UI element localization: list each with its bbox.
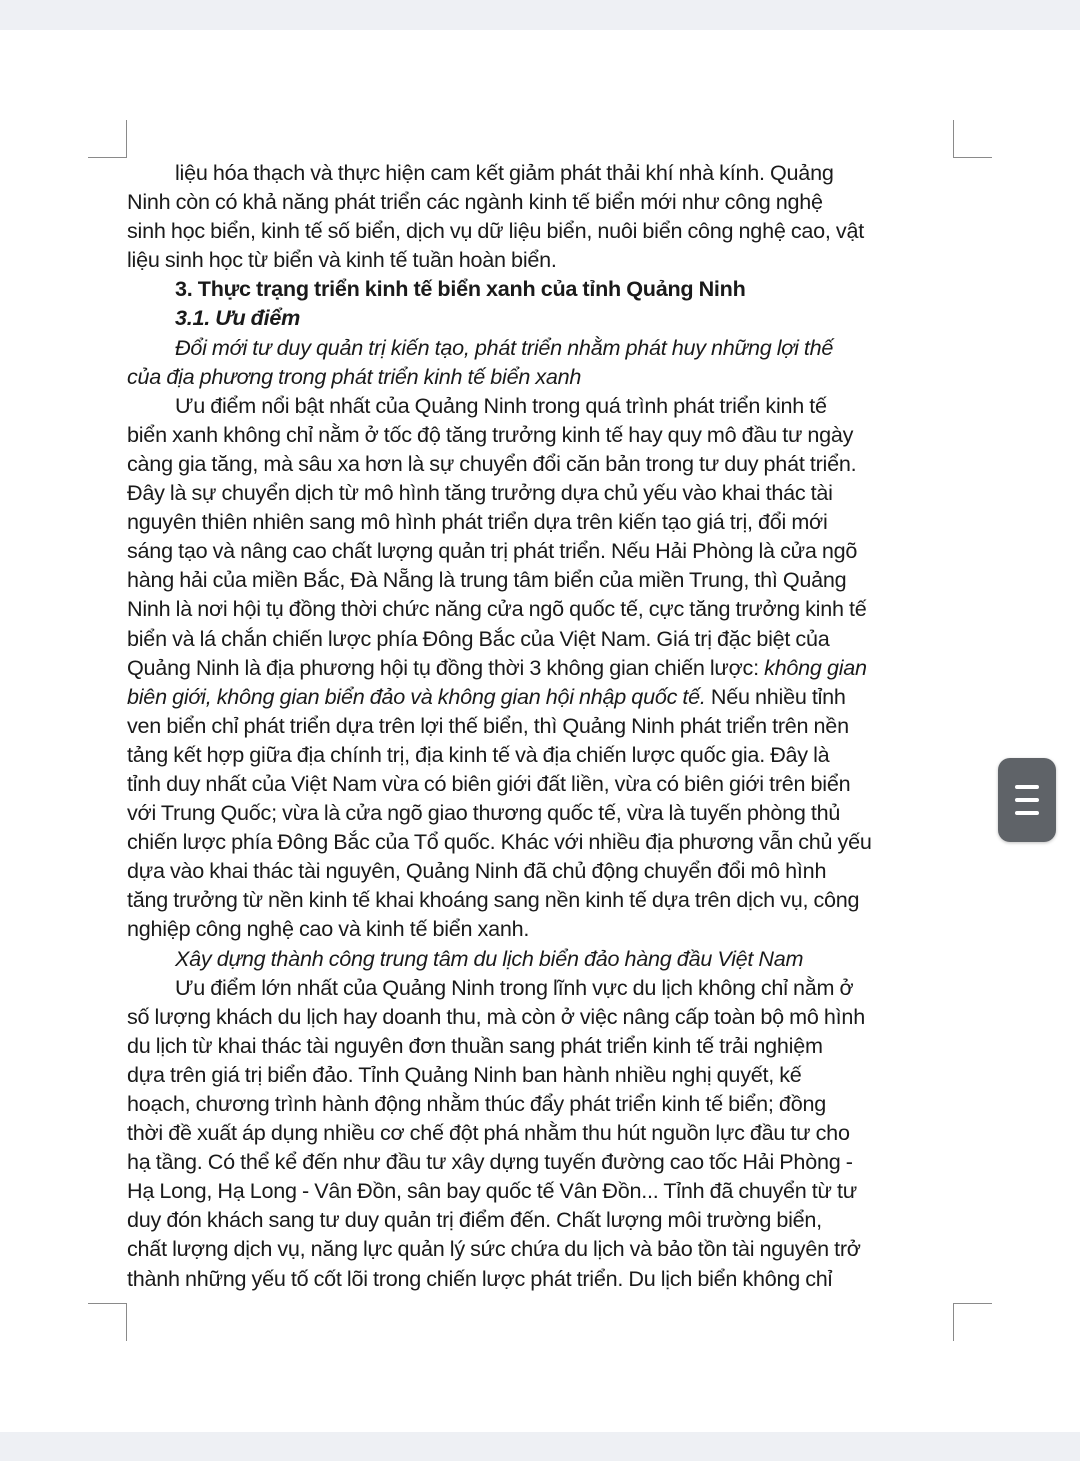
text-line-content: Ưu điểm lớn nhất của Quảng Ninh trong lĩnh vực du lịch không chỉ nằm ở: [175, 974, 854, 1000]
crop-mark-top-left: [126, 120, 127, 158]
text-line: [127, 624, 957, 653]
text-line: [127, 682, 957, 711]
scroll-grip-icon: [1015, 785, 1039, 815]
text-line-content: Hạ Long, Hạ Long - Vân Đồn, sân bay quốc tế Vân Đồn... Tỉnh đã chuyển từ tư: [127, 1178, 857, 1204]
text-line: [127, 245, 957, 274]
text-line: [127, 1205, 957, 1234]
text-line: [127, 798, 957, 827]
text-line-content: 3.1. Ưu điểm: [175, 305, 301, 331]
text-line: [127, 1176, 957, 1205]
crop-mark-bottom-right: [953, 1303, 954, 1341]
fast-scroll-handle[interactable]: [998, 758, 1056, 842]
text-line-content: liệu hóa thạch và thực hiện cam kết giảm phát thải khí nhà kính. Quảng: [175, 160, 834, 185]
text-line: [127, 187, 957, 216]
text-line-content: sinh học biển, kinh tế số biển, dịch vụ dữ liệu biển, nuôi biển công nghệ cao, vật: [127, 218, 864, 244]
text-line-content: nghiệp công nghệ cao và kinh tế biển xanh.: [127, 916, 530, 942]
text-line: [127, 944, 957, 973]
text-line-content: Đây là sự chuyển dịch từ mô hình tăng trưởng dựa chủ yếu vào khai thác tài: [127, 480, 833, 506]
text-line-content: hoạch, chương trình hành động nhằm thúc đẩy phát triển kinh tế biển; đồng: [127, 1091, 826, 1116]
text-line: [127, 449, 957, 478]
text-line: [127, 653, 957, 682]
text-line: [127, 1147, 957, 1176]
text-line: [127, 536, 957, 565]
text-line-content: tăng trưởng từ nền kinh tế khai khoáng sang nền kinh tế dựa trên dịch vụ, công: [127, 887, 860, 913]
text-line: [127, 391, 957, 420]
text-line-content: hàng hải của miền Bắc, Đà Nẵng là trung tâm biển của miền Trung, thì Quảng: [127, 567, 847, 593]
text-line-content: chiến lược phía Đông Bắc của Tổ quốc. Khác với nhiều địa phương vẫn chủ yếu: [127, 829, 872, 855]
crop-mark-top-right-h: [953, 157, 992, 158]
text-line: [127, 565, 957, 594]
text-line-content: biển xanh không chỉ nằm ở tốc độ tăng trưởng kinh tế hay quy mô đầu tư ngày: [127, 421, 854, 447]
text-line-content: dựa trên giá trị biển đảo. Tỉnh Quảng Ninh ban hành nhiều nghị quyết, kế: [127, 1061, 802, 1087]
text-line: [127, 362, 957, 391]
text-line-content: chất lượng dịch vụ, năng lực quản lý sức chứa du lịch và bảo tồn tài nguyên trở: [127, 1236, 861, 1262]
text-line: [127, 420, 957, 449]
text-line: [127, 1060, 957, 1089]
text-line-italic-tail: không gian: [764, 654, 867, 680]
text-line-content: nguyên thiên nhiên sang mô hình phát triển dựa trên kiến tạo giá trị, đổi mới: [127, 509, 828, 535]
text-line-content: Ninh là nơi hội tụ đồng thời chức năng cửa ngõ quốc tế, cực tăng trưởng kinh tế: [127, 596, 867, 622]
crop-mark-top-left-h: [88, 157, 127, 158]
text-line-content: Ưu điểm nổi bật nhất của Quảng Ninh trong quá trình phát triển kinh tế: [175, 392, 827, 418]
text-line-content: sáng tạo và nâng cao chất lượng quản trị phát triển. Nếu Hải Phòng là cửa ngõ: [127, 538, 858, 564]
text-line: [127, 711, 957, 740]
text-line: [127, 856, 957, 885]
text-line-content: dựa vào khai thác tài nguyên, Quảng Ninh đã chủ động chuyển đổi mô hình: [127, 858, 827, 884]
text-line: [127, 914, 957, 943]
crop-mark-bottom-left: [126, 1303, 127, 1341]
text-line: [127, 740, 957, 769]
text-line-content: tỉnh duy nhất của Việt Nam vừa có biên giới đất liền, vừa có biên giới trên biển: [127, 770, 851, 796]
text-line: [127, 1089, 957, 1118]
crop-mark-bottom-right-h: [953, 1303, 992, 1304]
text-line-content: liệu sinh học từ biển và kinh tế tuần hoàn biển.: [127, 247, 557, 273]
document-body: [127, 158, 957, 1293]
text-line-content: tảng kết hợp giữa địa chính trị, địa kinh tế và địa chiến lược quốc gia. Đây là: [127, 741, 830, 767]
text-line: [127, 478, 957, 507]
text-line-tail: Nếu nhiều tỉnh: [705, 683, 846, 709]
text-line: [127, 1234, 957, 1263]
text-line: [127, 1264, 957, 1293]
text-line: [127, 507, 957, 536]
text-line: [127, 769, 957, 798]
crop-mark-bottom-left-h: [88, 1303, 127, 1304]
text-line: [127, 827, 957, 856]
text-line: [127, 1118, 957, 1147]
text-line: [127, 303, 957, 332]
text-line: [127, 973, 957, 1002]
text-line-content: của địa phương trong phát triển kinh tế biển xanh: [127, 363, 582, 389]
text-line-content: 3. Thực trạng triển kinh tế biển xanh của tỉnh Quảng Ninh: [175, 276, 746, 302]
text-line-content: với Trung Quốc; vừa là cửa ngõ giao thương quốc tế, vừa là tuyến phòng thủ: [127, 800, 841, 826]
text-line: [127, 158, 957, 187]
text-line-content: duy đón khách sang tư duy quản trị điểm đến. Chất lượng môi trường biển,: [127, 1207, 822, 1233]
text-line-content: càng gia tăng, mà sâu xa hơn là sự chuyển đổi căn bản trong tư duy phát triển.: [127, 450, 857, 476]
text-line: [127, 1002, 957, 1031]
text-line-content: Ninh còn có khả năng phát triển các ngành kinh tế biển mới như công nghệ: [127, 189, 823, 215]
text-line-content: hạ tầng. Có thể kể đến như đầu tư xây dựng tuyến đường cao tốc Hải Phòng -: [127, 1149, 853, 1175]
text-line-content: ven biển chỉ phát triển dựa trên lợi thế biển, thì Quảng Ninh phát triển trên nền: [127, 712, 849, 738]
text-line-content: số lượng khách du lịch hay doanh thu, mà còn ở việc nâng cấp toàn bộ mô hình: [127, 1003, 865, 1029]
text-line: [127, 333, 957, 362]
text-line-content: Đổi mới tư duy quản trị kiến tạo, phát triển nhằm phát huy những lợi thế: [175, 334, 834, 360]
text-line-content: Xây dựng thành công trung tâm du lịch biển đảo hàng đầu Việt Nam: [175, 945, 804, 971]
text-line: [127, 216, 957, 245]
text-line-content: thời đề xuất áp dụng nhiều cơ chế đột phá nhằm thu hút nguồn lực đầu tư cho: [127, 1120, 850, 1146]
text-line: [127, 594, 957, 623]
text-line-content: du lịch từ khai thác tài nguyên đơn thuần sang phát triển kinh tế trải nghiệm: [127, 1032, 823, 1058]
text-line-content: Quảng Ninh là địa phương hội tụ đồng thời 3 không gian chiến lược:: [127, 654, 765, 680]
text-line: [127, 885, 957, 914]
text-line-content: biên giới, không gian biển đảo và không gian hội nhập quốc tế.: [127, 683, 706, 709]
text-line: [127, 1031, 957, 1060]
text-line: [127, 274, 957, 303]
text-line-content: thành những yếu tố cốt lõi trong chiến lược phát triển. Du lịch biển không chỉ: [127, 1265, 833, 1291]
text-line-content: biển và lá chắn chiến lược phía Đông Bắc của Việt Nam. Giá trị đặc biệt của: [127, 625, 830, 651]
crop-mark-top-right: [953, 120, 954, 158]
